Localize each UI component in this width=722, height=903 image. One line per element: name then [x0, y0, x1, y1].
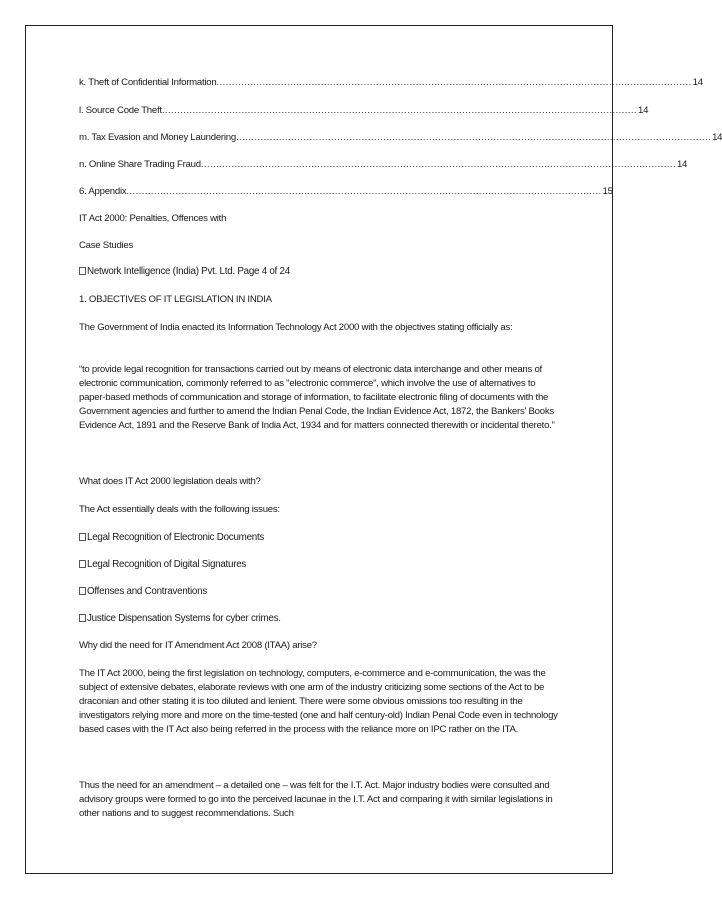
toc-page: 14: [676, 159, 688, 170]
intro-paragraph: The Government of India enacted its Information Technology Act 2000 with the objectives stating officially as:: [79, 322, 513, 333]
toc-page: 14: [712, 132, 722, 143]
question-itaa: Why did the need for IT Amendment Act 2008 (ITAA) arise?: [79, 640, 317, 651]
toc-entry[interactable]: [79, 185, 613, 199]
toc-leader: ...........................................................................................................................................................: [216, 77, 692, 88]
toc-leader: ...........................................................................................................................................................: [161, 105, 637, 116]
toc-label: 6. Appendix: [79, 186, 127, 197]
issues-intro: The Act essentially deals with the following issues:: [79, 504, 280, 515]
toc-label: l. Source Code Theft: [79, 105, 162, 116]
issue-item: Legal Recognition of Electronic Documents: [79, 531, 264, 545]
final-paragraph: Thus the need for an amendment – a detailed one – was felt for the I.T. Act. Major industry bodies were consulted and advisory groups were formed to go into the perceived lacunae in the I.T. Act and comparing it with similar legislations in other nations and to suggest recommendations. Such: [79, 780, 553, 819]
missing-glyph-icon: [79, 267, 86, 275]
issue-item: Offenses and Contraventions: [79, 585, 207, 599]
issue-item: Legal Recognition of Digital Signatures: [79, 558, 246, 572]
toc-page: 14: [637, 105, 649, 116]
toc-entry[interactable]: [79, 76, 703, 90]
toc-label: m. Tax Evasion and Money Laundering: [79, 132, 236, 143]
toc-label: k. Theft of Confidential Information: [79, 77, 217, 88]
title-line-2: Case Studies: [79, 240, 134, 251]
toc-leader: ...........................................................................................................................................................: [200, 159, 676, 170]
toc-label: n. Online Share Trading Fraud: [79, 159, 201, 170]
toc-page: 15: [602, 186, 613, 197]
toc-entry[interactable]: [79, 131, 722, 145]
toc-leader: ...........................................................................................................................................................: [235, 132, 712, 143]
source-line: Network Intelligence (India) Pvt. Ltd. Page 4 of 24: [79, 265, 290, 279]
toc-entry[interactable]: [79, 158, 688, 172]
page-border: [25, 25, 613, 874]
bullet-icon: [79, 560, 86, 568]
title-line-1: IT Act 2000: Penalties, Offences with: [79, 213, 227, 224]
toc-leader: ...........................................................................................................................................................: [126, 186, 602, 197]
issue-item: Justice Dispensation Systems for cyber crimes.: [79, 612, 281, 626]
bullet-icon: [79, 587, 86, 595]
toc-entry[interactable]: [79, 104, 649, 118]
section-heading: 1. OBJECTIVES OF IT LEGISLATION IN INDIA: [79, 294, 272, 305]
bullet-icon: [79, 614, 86, 622]
bullet-icon: [79, 533, 86, 541]
itaa-paragraph: The IT Act 2000, being the first legislation on technology, computers, e-commerce and e-communication, the was the subject of extensive debates, elaborate reviews with one arm of the industry criticizing some sections of the Act to be draconian and other stating it is too diluted and lenient. There were some obvious omissions too resulting in the investigators relying more and more on the time-tested (one and half century-old) Indian Penal Code even in technology based cases with the IT Act also being referred in the process with the reliance more on IPC rather on the ITA.: [79, 668, 558, 735]
quote-paragraph: “to provide legal recognition for transactions carried out by means of electronic data interchange and other means of electronic communication, commonly referred to as "electronic commerce", which involve the use of alternatives to paper-based methods of communication and storage of information, to facilitate electronic filing of documents with the Government agencies and further to amend the Indian Penal Code, the Indian Evidence Act, 1872, the Bankers' Books Evidence Act, 1891 and the Reserve Bank of India Act, 1934 and for matters connected therewith or incidental thereto.”: [79, 364, 555, 431]
toc-page: 14: [692, 77, 703, 88]
question-deals-with: What does IT Act 2000 legislation deals with?: [79, 476, 261, 487]
